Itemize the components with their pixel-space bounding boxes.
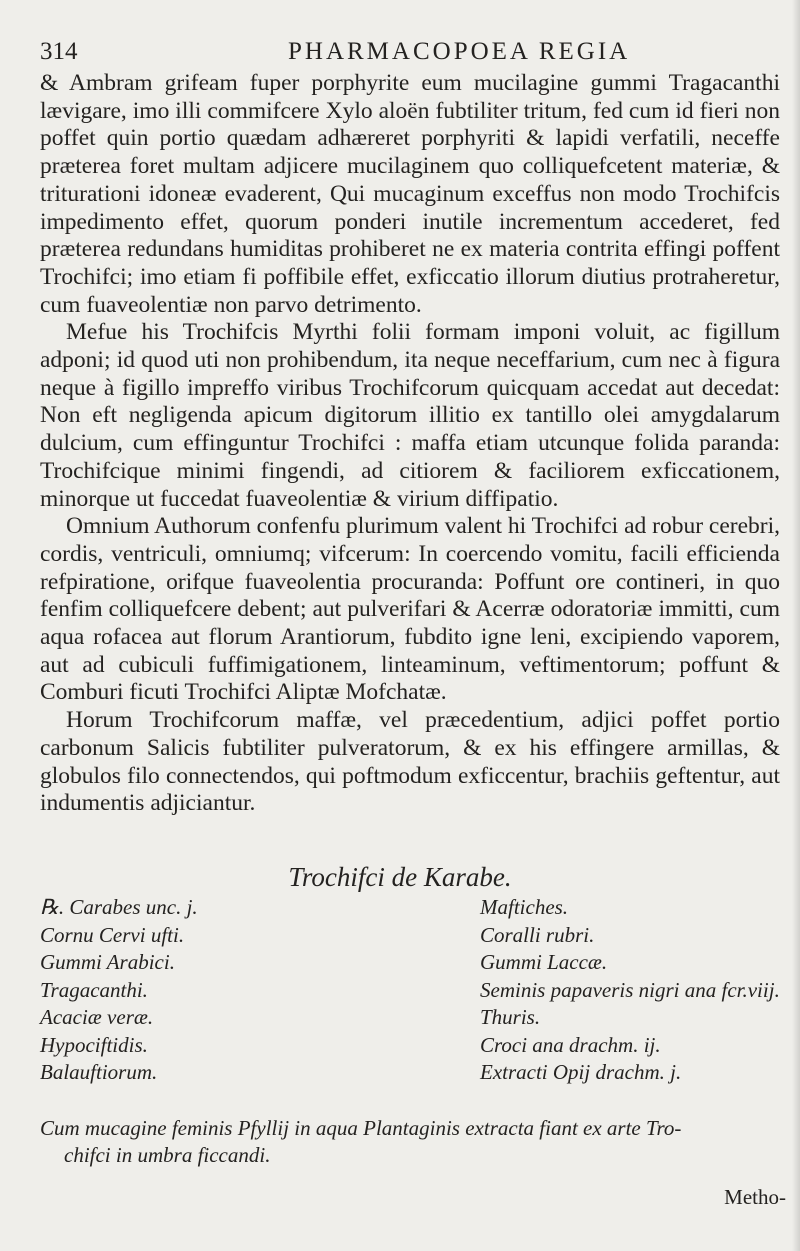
ingredient: Gummi Arabici. [40, 950, 175, 974]
method-line: chifci in umbra ficcandi. [64, 1143, 271, 1167]
ingredient: Acaciæ veræ. [40, 1005, 154, 1029]
ingredients-right-column [480, 894, 780, 1087]
page-header [40, 38, 780, 68]
ingredient: Coralli rubri. [480, 922, 595, 947]
paragraph-mesue: Mefue his Trochifcis Myrthi folii formam imponi voluit, ac figillum adponi; id quod uti non prohibendum, ita neque neceffarium, cum nec à figura neque à figillo impreffo viribus Trochifcorum quicquam accedat aut decedat: Non eft negligenda apicum digitorum illitio ex tantillo olei amygdalarum dulcium, cum effinguntur Trochifci : maffa etiam utcunque folida paranda: Trochifcique minimi fingendi, ad citiorem & faciliorem exficcationem, minorque ut fuccedat fuaveolentiæ & virium diffipatio. [40, 319, 780, 512]
paragraph-carbonum: Horum Trochifcorum maffæ, vel præcedentium, adjici poffet portio carbonum Salicis fubtiliter pulveratorum, & ex his effingere armillas, & globulos filo connectendos, qui poftmodum exficcentur, brachiis geftentur, aut indumentis adjiciantur. [40, 707, 780, 817]
ingredient: ℞. Carabes unc. j. [40, 895, 198, 919]
ingredient: Cornu Cervi ufti. [40, 922, 185, 947]
paragraph-ambra: & Ambram grifeam fuper porphyrite eum mucilagine gummi Tragacanthi lævigare, imo illi commifcere Xylo aloën fubtiliter tritum, fed cum id fieri non poffet quin portio quædam adhæreret porphyriti & lapidi verfatili, neceffe præterea foret multam adjicere mucilaginem quo colliquefcetent materiæ, & triturationi idoneæ evaderent, Qui mucaginum exceffus non modo Trochifcis impedimento effet, quorum ponderi inutile incrementum accederet, fed præterea redundans humiditas prohiberet ne ex materia contrita effingi poffent Trochifci; imo etiam fi poffibile effet, exficcatio illorum diutius protraheretur, cum fuaveolentiæ non parvo detrimento. [40, 70, 780, 318]
recipe-title: Trochifci de Karabe. [288, 862, 512, 892]
page-edge-shadow [792, 0, 800, 1251]
ingredient: Maftiches. [480, 895, 569, 919]
ingredient: Gummi Laccæ. [480, 950, 608, 974]
catchword: Metho- [724, 1185, 786, 1209]
body-text [40, 70, 780, 818]
running-title: PHARMACOPOEA REGIA [288, 38, 631, 65]
ingredient: Thuris. [480, 1005, 541, 1029]
ingredient: Hypociftidis. [40, 1032, 148, 1057]
ingredient: Extracti Opij drachm. j. [480, 1060, 682, 1084]
ingredient: Croci ana drachm. ij. [480, 1032, 661, 1057]
ingredient: Balauftiorum. [40, 1060, 158, 1084]
ingredients-left-column [40, 894, 470, 1087]
recipe-method [40, 1115, 780, 1169]
ingredient: Tragacanthi. [40, 977, 148, 1002]
ingredient: Seminis papaveris nigri ana fcr.viij. [480, 977, 780, 1002]
page-number: 314 [40, 38, 78, 65]
paragraph-virtues: Omnium Authorum confenfu plurimum valent hi Trochifci ad robur cerebri, cordis, ventriculi, omniumq; vifcerum: In coercendo vomitu, facili efficienda refpiratione, orifque fuaveolentia procuranda: Poffunt ore contineri, in quo fenfim colliquefcere debent; aut pulverifari & Acerræ odoratoriæ immitti, cum aqua rofacea aut florum Arantiorum, fubdito igne leni, excipiendo vaporem, aut ad cubiculi fuffimigationem, linteaminum, veftimentorum; poffunt & Comburi ficuti Trochifci Aliptæ Mofchatæ. [40, 513, 780, 706]
method-line: Cum mucagine feminis Pfyllij in aqua Plantaginis extracta fiant ex arte Tro- [40, 1116, 682, 1140]
